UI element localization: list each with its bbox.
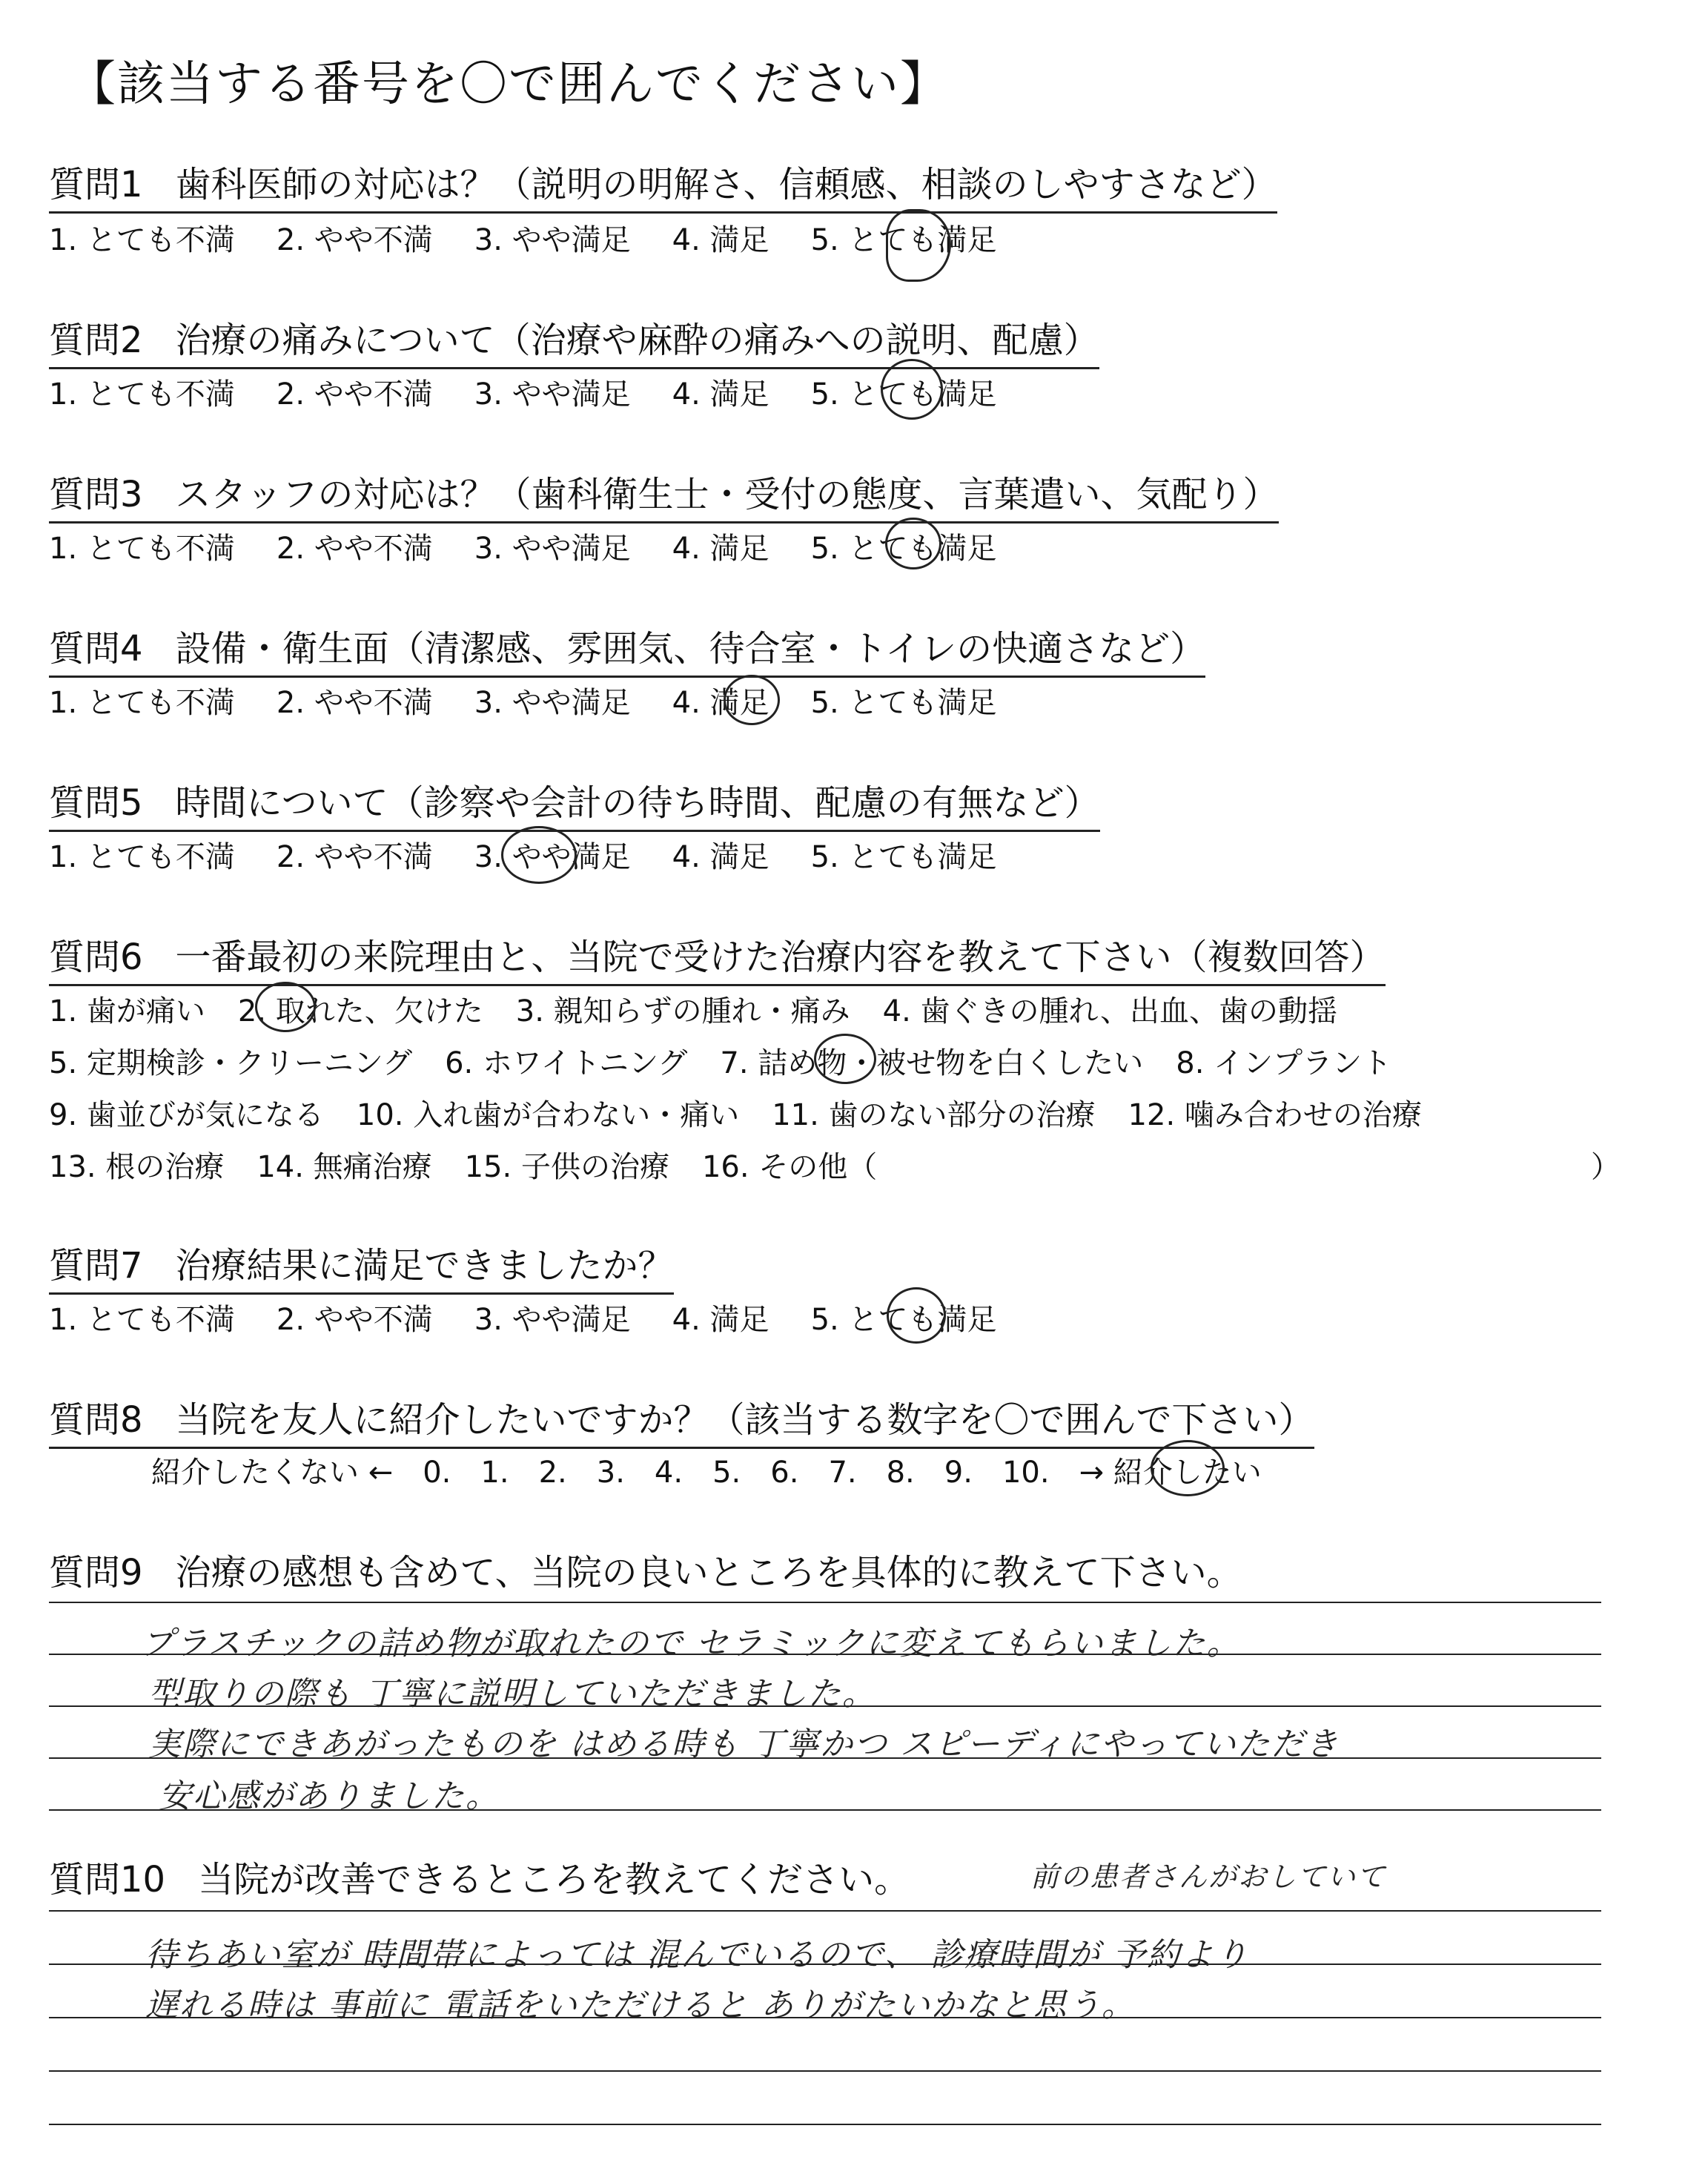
q10-answer-rule-4 bbox=[49, 2070, 1601, 2072]
q1-option-3[interactable]: 3. やや満足 bbox=[474, 223, 631, 257]
q8-option-9[interactable]: 9. bbox=[944, 1456, 973, 1490]
q4-option-3[interactable]: 3. やや満足 bbox=[474, 686, 631, 720]
q1-option-4[interactable]: 4. 満足 bbox=[672, 223, 769, 257]
q6-option-13[interactable]: 13. 根の治療 bbox=[49, 1150, 225, 1184]
q9-answer-rule-1 bbox=[49, 1602, 1601, 1603]
q8-option-4[interactable]: 4. bbox=[654, 1456, 683, 1490]
question-10-title bbox=[49, 1851, 910, 1902]
question-2-title bbox=[49, 311, 1099, 369]
q8-option-10[interactable]: 10. bbox=[1002, 1456, 1050, 1490]
q5-option-4[interactable]: 4. 満足 bbox=[672, 840, 769, 874]
q2-selection-circle bbox=[881, 359, 943, 420]
question-5-number: 質問5 bbox=[49, 782, 143, 824]
q6-option-10[interactable]: 10. 入れ歯が合わない・痛い bbox=[356, 1098, 740, 1132]
q8-option-1[interactable]: 1. bbox=[480, 1456, 509, 1490]
q2-option-5[interactable]: 5. とても満足 bbox=[810, 377, 997, 412]
q10-answer-rule-5 bbox=[49, 2124, 1601, 2125]
q6-option-2[interactable]: 2. 取れた、欠けた bbox=[237, 994, 483, 1028]
q4-selection-circle bbox=[724, 675, 780, 725]
q2-option-1[interactable]: 1. とても不満 bbox=[49, 377, 235, 412]
q1-option-2[interactable]: 2. やや不満 bbox=[276, 223, 433, 257]
q9-answer-line-1[interactable]: プラスチックの詰め物が取れたので セラミックに変えてもらいました。 bbox=[141, 1625, 1241, 1662]
q6-option-16[interactable]: 16. その他（ bbox=[701, 1150, 878, 1184]
q6-options-row-1 bbox=[49, 988, 1370, 1030]
q6-options-row-2 bbox=[49, 1040, 1424, 1082]
question-1-title bbox=[49, 156, 1277, 214]
q8-option-3[interactable]: 3. bbox=[596, 1456, 625, 1490]
q8-selection-circle bbox=[1151, 1440, 1225, 1496]
question-2-text: 治療の痛みについて（治療や麻酔の痛みへの説明、配慮） bbox=[175, 320, 1099, 361]
q7-option-1[interactable]: 1. とても不満 bbox=[49, 1303, 235, 1337]
q7-option-3[interactable]: 3. やや満足 bbox=[474, 1303, 631, 1337]
q6-option-11[interactable]: 11. 歯のない部分の治療 bbox=[772, 1098, 1096, 1132]
q9-answer-line-4[interactable]: 安心感がありました。 bbox=[159, 1777, 500, 1815]
question-1-text: 歯科医師の対応は？（説明の明解さ、信頼感、相談のしやすさなど） bbox=[175, 164, 1277, 205]
q5-option-5[interactable]: 5. とても満足 bbox=[810, 840, 997, 874]
q10-answer-rule-1 bbox=[49, 1910, 1601, 1912]
question-6-number: 質問6 bbox=[49, 937, 143, 978]
q6-option-7[interactable]: 7. 詰め物・被せ物を白くしたい bbox=[720, 1046, 1144, 1080]
q5-option-3[interactable]: 3. やや満足 bbox=[474, 840, 631, 874]
q5-option-1[interactable]: 1. とても不満 bbox=[49, 840, 235, 874]
q6-options-row-3 bbox=[49, 1091, 1454, 1134]
question-5-text: 時間について（診察や会計の待ち時間、配慮の有無など） bbox=[175, 782, 1100, 824]
q3-option-2[interactable]: 2. やや不満 bbox=[276, 532, 433, 566]
q3-selection-circle bbox=[885, 518, 941, 569]
q8-scale bbox=[151, 1449, 1291, 1491]
q6-other-close-paren: ） bbox=[1591, 1150, 1621, 1184]
question-7-title bbox=[49, 1237, 674, 1295]
q5-option-2[interactable]: 2. やや不満 bbox=[276, 840, 433, 874]
question-4-title bbox=[49, 620, 1205, 678]
q4-option-5[interactable]: 5. とても満足 bbox=[810, 686, 997, 720]
q6-selection-circle-2 bbox=[255, 982, 316, 1032]
question-3-text: スタッフの対応は？（歯科衛生士・受付の態度、言葉遣い、気配り） bbox=[175, 474, 1279, 515]
q3-option-4[interactable]: 4. 満足 bbox=[672, 532, 769, 566]
q6-option-5[interactable]: 5. 定期検診・クリーニング bbox=[49, 1046, 413, 1080]
question-8-title bbox=[49, 1391, 1314, 1449]
question-3-number: 質問3 bbox=[49, 474, 143, 515]
q8-option-2[interactable]: 2. bbox=[538, 1456, 567, 1490]
q3-option-5[interactable]: 5. とても満足 bbox=[810, 532, 997, 566]
q1-option-5[interactable]: 5. とても満足 bbox=[810, 223, 997, 257]
q8-option-0[interactable]: 0. bbox=[423, 1456, 451, 1490]
q6-option-3[interactable]: 3. 親知らずの腫れ・痛み bbox=[515, 994, 850, 1028]
q2-option-2[interactable]: 2. やや不満 bbox=[276, 377, 433, 412]
question-4-number: 質問4 bbox=[49, 628, 143, 670]
question-1-number: 質問1 bbox=[49, 164, 143, 205]
question-9-title bbox=[49, 1544, 1242, 1595]
q6-option-12[interactable]: 12. 噛み合わせの治療 bbox=[1128, 1098, 1422, 1132]
q6-selection-circle-7 bbox=[814, 1034, 876, 1084]
q2-option-4[interactable]: 4. 満足 bbox=[672, 377, 769, 412]
q3-option-3[interactable]: 3. やや満足 bbox=[474, 532, 631, 566]
q1-selection-circle bbox=[886, 209, 951, 282]
q6-option-1[interactable]: 1. 歯が痛い bbox=[49, 994, 205, 1028]
q6-option-8[interactable]: 8. インプラント bbox=[1176, 1046, 1392, 1080]
q7-selection-circle bbox=[887, 1287, 946, 1344]
q3-option-1[interactable]: 1. とても不満 bbox=[49, 532, 235, 566]
q7-option-4[interactable]: 4. 満足 bbox=[672, 1303, 769, 1337]
q8-option-5[interactable]: 5. bbox=[712, 1456, 741, 1490]
q10-answer-line-2[interactable]: 遅れる時は 事前に 電話をいただけると ありがたいかなと思う。 bbox=[145, 1986, 1136, 2024]
q10-answer-line-1[interactable]: 待ちあい室が 時間帯によっては 混んでいるので、 診療時間が 予約より bbox=[145, 1936, 1250, 1974]
q8-high-label: → 紹介したい bbox=[1079, 1456, 1262, 1490]
q1-option-1[interactable]: 1. とても不満 bbox=[49, 223, 235, 257]
form-title: 【該当する番号を〇で囲んでください】 bbox=[68, 57, 949, 112]
question-10-number: 質問10 bbox=[49, 1859, 166, 1900]
q5-selection-circle bbox=[501, 826, 577, 884]
q7-option-2[interactable]: 2. やや不満 bbox=[276, 1303, 433, 1337]
question-10-text: 当院が改善できるところを教えてください。 bbox=[198, 1859, 910, 1900]
q8-option-7[interactable]: 7. bbox=[828, 1456, 857, 1490]
question-6-title bbox=[49, 928, 1386, 986]
q6-options-row-4 bbox=[49, 1143, 910, 1186]
question-9-text: 治療の感想も含めて、当院の良いところを具体的に教えて下さい。 bbox=[175, 1552, 1242, 1593]
question-7-text: 治療結果に満足できましたか？ bbox=[175, 1245, 674, 1287]
question-6-text: 一番最初の来院理由と、当院で受けた治療内容を教えて下さい（複数回答） bbox=[175, 937, 1386, 978]
q9-answer-line-2[interactable]: 型取りの際も 丁寧に説明していただきました。 bbox=[148, 1675, 876, 1713]
question-9-number: 質問9 bbox=[49, 1552, 143, 1593]
q6-option-9[interactable]: 9. 歯並びが気になる bbox=[49, 1098, 324, 1132]
q4-option-2[interactable]: 2. やや不満 bbox=[276, 686, 433, 720]
q10-insertion-note[interactable]: 前の患者さんがおしていて bbox=[1030, 1860, 1387, 1893]
q6-option-4[interactable]: 4. 歯ぐきの腫れ、出血、歯の動揺 bbox=[882, 994, 1337, 1028]
question-8-text: 当院を友人に紹介したいですか？（該当する数字を〇で囲んで下さい） bbox=[175, 1399, 1314, 1441]
question-2-number: 質問2 bbox=[49, 320, 143, 361]
q4-option-1[interactable]: 1. とても不満 bbox=[49, 686, 235, 720]
question-4-options bbox=[49, 679, 1038, 721]
question-4-text: 設備・衛生面（清潔感、雰囲気、待合室・トイレの快適さなど） bbox=[175, 628, 1206, 670]
question-7-number: 質問7 bbox=[49, 1245, 143, 1287]
question-3-title bbox=[49, 466, 1279, 524]
question-5-title bbox=[49, 774, 1100, 832]
question-8-number: 質問8 bbox=[49, 1399, 143, 1441]
q6-option-15[interactable]: 15. 子供の治療 bbox=[464, 1150, 669, 1184]
q8-option-6[interactable]: 6. bbox=[770, 1456, 799, 1490]
q8-low-label: 紹介したくない ← bbox=[151, 1456, 394, 1490]
q4-option-4[interactable]: 4. 満足 bbox=[672, 686, 769, 720]
q6-option-14[interactable]: 14. 無痛治療 bbox=[256, 1150, 432, 1184]
q2-option-3[interactable]: 3. やや満足 bbox=[474, 377, 631, 412]
q7-option-5[interactable]: 5. とても満足 bbox=[810, 1303, 997, 1337]
q9-answer-line-3[interactable]: 実際にできあがったものを はめる時も 丁寧かつ スピーディにやっていただき bbox=[148, 1725, 1340, 1763]
q8-option-8[interactable]: 8. bbox=[886, 1456, 915, 1490]
q6-option-6[interactable]: 6. ホワイトニング bbox=[445, 1046, 688, 1080]
